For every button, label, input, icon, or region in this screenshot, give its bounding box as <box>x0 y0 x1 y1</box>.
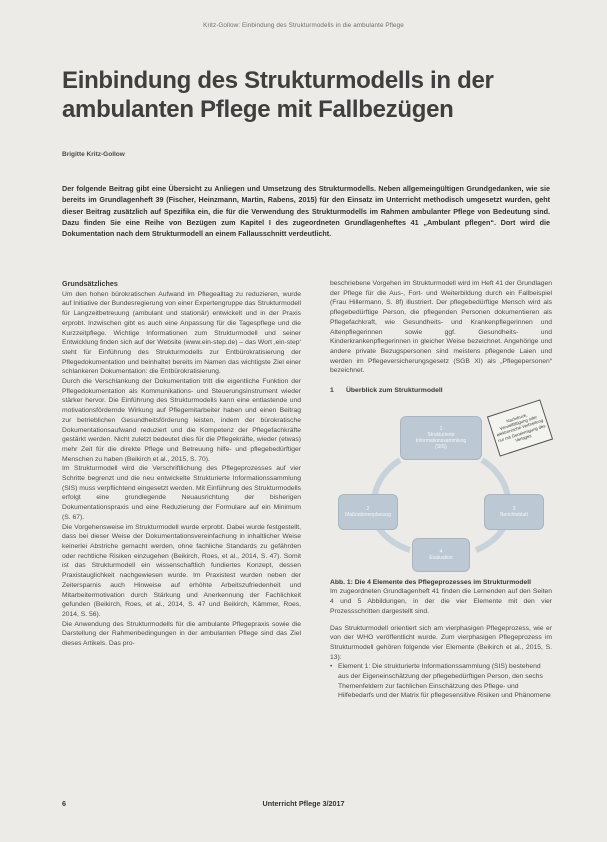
caption-title: Abb. 1: Die 4 Elemente des Pflegeprozesses im Strukturmodell <box>330 578 532 586</box>
body-paragraph: Durch die Verschlankung der Dokumentation tritt die eigentliche Funktion der Pflegedokumentation als Kommunikations- und Steuerungsinstrument wieder stärker hervor. Die Einführung des Strukturmodells kann eine entlastende und motivationsfördernde Wirkung auf Pflegemitarbeiter haben und einen Beitrag zur betrieblichen Gesundheitsförderung leisten, indem der bürokratische Dokumentationsaufwand reduziert und die Kompetenz der Pflegefachkräfte gestärkt werden. Nicht zuletzt bedeutet dies für die Pflegekräfte, wieder (etwas) mehr Zeit für die direkte Pflege und Betreuung hilfe- und pflegebedürftiger Menschen zu haben (Beikirch et al., 2015, S. 70). <box>62 378 301 463</box>
copyright-stamp: Nachdruck, Vervielfältigung oder elektronische Verbreitung nur mit Genehmigung des Verlages <box>487 399 553 456</box>
element-box-planning: 2 Maßnahmenplanung <box>338 494 398 530</box>
running-header: Kritz-Gollow: Einbindung des Strukturmodells in die ambulante Pflege <box>203 22 404 29</box>
list-item <box>330 662 552 701</box>
body-paragraph: Die Vorgehensweise im Strukturmodell wurde erprobt. Dabei wurde festgestellt, dass bei dieser Weise der Dokumentationsvereinfachung in inhaltlicher Weise keinerlei Abstriche gemacht werden, ohne fachliche Standards zu gefährden oder rechtliche Risiken einzugehen (Beikirch, Roes, et al., 2014, S. 47). Somit ist das Strukturmodell ein wissenschaftlich fundiertes Konzept, dessen Praxistauglichkeit nachgewiesen wurde. Im Praxistest wurden neben der Zeitersparnis auch Hinweise auf erhöhte Arbeitszufriedenheit und Mitarbeitermotivation durch Stärkung und Anerkennung der Fachlichkeit gefunden (Beikirch, Roes, et al., 2014, S. 47 und Beikirch, Kämmer, Roes, 2014, S. 56). <box>62 523 301 618</box>
journal-footer: Unterricht Pflege 3/2017 <box>262 799 345 808</box>
figure-heading-number: 1 <box>330 387 334 395</box>
structure-model-figure <box>330 402 552 574</box>
body-paragraph: Um den hohen bürokratischen Aufwand im Pflegealltag zu reduzieren, wurde auf Initiative der Bundesregierung von einer Expertengruppe das Strukturmodell für Langzeitbetreuung (ambulant und stationär) entwickelt und in der Praxis erprobt. Inzwischen gibt es auch eine Anpassung für die Tagespflege und die Kurzzeitpflege. Wichtige Informationen zum Strukturmodell und seiner Entwicklung finden sich auf der Website (www.ein-step.de) – das Wort ‚ein-step‘ steht für Einführung des Strukturmodells zur Entbürokratisierung der Pflegedokumentation und beinhaltet bereits im Namen das wichtigste Ziel einer schlankeren Dokumentation: die Entbürokratisierung. <box>62 290 301 376</box>
element-box-report: 3 Berichteblatt <box>484 494 544 530</box>
bullet-icon: • <box>330 663 333 671</box>
body-paragraph: beschriebene Vorgehen im Strukturmodell wird im Heft 41 der Grundlagen der Pflege für die Aus-, Fort- und Weiterbildung durch ein Fallbeispiel (Frau Hillermann, S. 8f) illustriert. Der pflegebedürftige Mensch wird als pflegebedürftige Person, die pflegenden Personen dokumentieren als Pflegefachkraft, wie Gesundheits- und Krankenpflegerinnen und Altenpflegerinnen sowie ggf. Gesundheits- und Kinderkrankenpflegerinnen in gleicher Weise bezeichnet. Angehörige und andere private Bezugspersonen sind meistens pflegende Laien und werden im Pflegeversicherungsgesetz (SGB XI) als „Pflegepersonen“ bezeichnet. <box>330 280 552 375</box>
element-box-sis: 1 Strukturierte Informationssammlung (SIS) <box>400 416 482 460</box>
section-heading: Grundsätzliches <box>62 279 118 288</box>
cycle-arrow <box>482 460 508 498</box>
figure-heading-text: Überblick zum Strukturmodell <box>346 387 443 395</box>
article-title: Einbindung des Strukturmodells in der ambulanten Pflege mit Fallbezügen <box>62 67 494 123</box>
body-paragraph: Das Strukturmodell orientiert sich am vierphasigen Pflegeprozess, wie er von der WHO veröffentlicht wurde. Zum vierphasigen Pflegeprozess im Strukturmodell gehören folgende vier Elemente (Beikirch et al., 2015, S. 13): <box>330 624 552 661</box>
author-name: Brigitte Kritz-Gollow <box>62 151 125 158</box>
list-item-text: Element 1: Die strukturierte Informationssammlung (SIS) bestehend aus der Eigeneinschätzung der pflegebedürftigen Person, den sechs Themenfeldern zur fachlichen Einschätzung des Pflege- und Hilfebedarfs und der Matrix für pflegesensitive Risiken und Phänomene <box>338 663 551 700</box>
caption-text: Im zugeordneten Grundlagenheft 41 finden die Lernenden auf den Seiten 4 und 5 Abbildungen, in der die vier Elemente mit den vier Prozessschritten dargestellt sind. <box>330 588 552 615</box>
right-column <box>330 279 552 701</box>
body-paragraph: Im Strukturmodell wird die Verschriftlichung des Pflegeprozesses auf vier Schritte begrenzt und die neu entwickelte Strukturierte Informationssammlung (SIS) muss verpflichtend eingesetzt werden. Mit Einführung des Strukturmodells erfolgt eine grundlegende Neuausrichtung der bisherigen Dokumentationspraxis und eine Reduzierung der Formulare auf ein Minimum (S. 67). <box>62 465 301 521</box>
lead-paragraph: Der folgende Beitrag gibt eine Übersicht zu Anliegen und Umsetzung des Strukturmodells. Neben allgemeingültigen Grundgedanken, wie sie bereits im Grundlagenheft 39 (Fischer, Heinzmann, Martin, Rabens, 2015) für den Einsatz im Unterricht methodisch umgesetzt wurden, geht dieser Beitrag zusätzlich auf Spezifika ein, die für die Verwendung des Strukturmodells im Rahmen ambulanter Pflege von Bedeutung sind. Dazu finden Sie eine Reihe von Bezügen zum Kapitel I des zugeordneten Grundlagenheftes 41 „Ambulant pflegen“. Dort wird die Dokumentation nach dem Strukturmodell an einem Fallausschnitt verdeutlicht. <box>62 184 550 239</box>
figure-heading <box>330 386 552 396</box>
body-paragraph: Die Anwendung des Strukturmodells für die ambulante Pflegepraxis sowie die Darstellung der Rahmenbedingungen in der ambulanten Pflege sind das Ziel dieses Artikels. Das pro- <box>62 620 301 648</box>
element-box-evaluation: 4 Evaluation <box>412 538 470 572</box>
left-column <box>62 279 301 649</box>
figure-caption <box>330 578 552 617</box>
page-number: 6 <box>62 799 66 808</box>
